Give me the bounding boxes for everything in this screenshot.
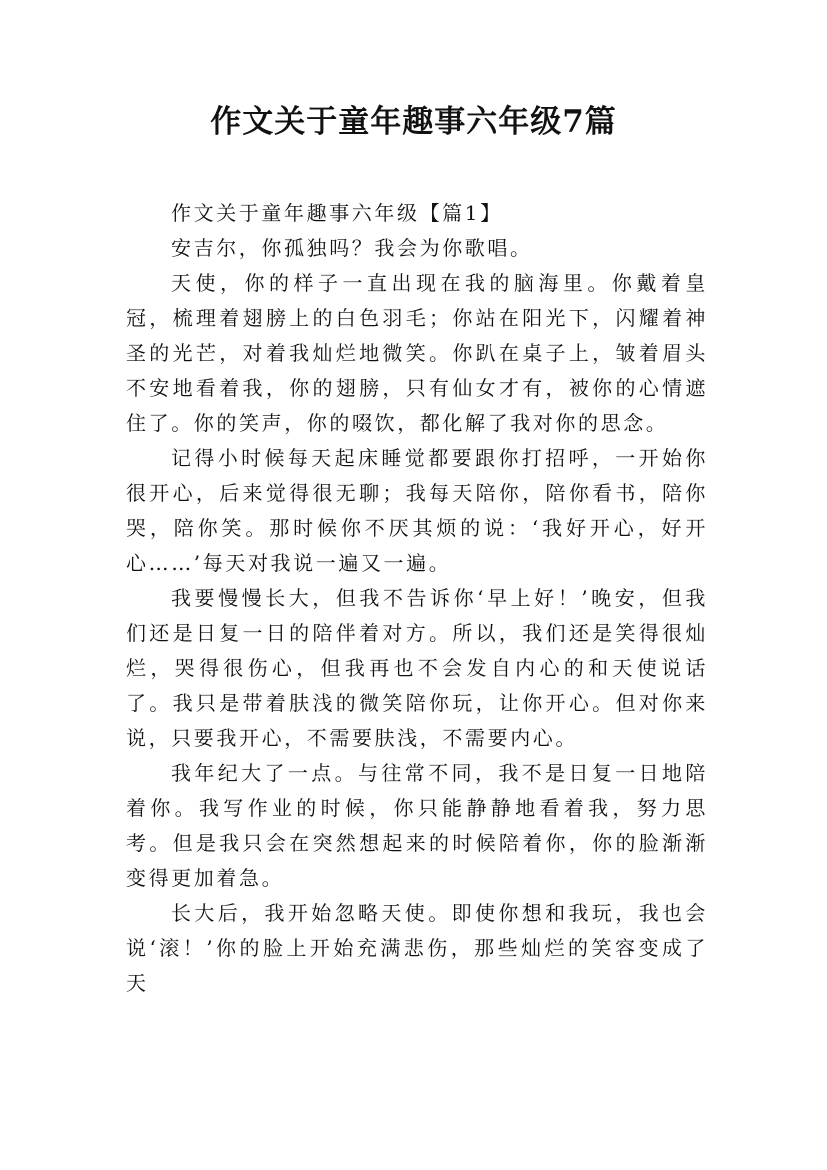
paragraph: 长大后，我开始忽略天使。即使你想和我玩，我也会说‘滚！’你的脸上开始充满悲伤，那些灿烂的笑容变成了天	[126, 901, 708, 995]
paragraph: 天使，你的样子一直出现在我的脑海里。你戴着皇冠，梳理着翅膀上的白色羽毛；你站在阳光下，闪耀着神圣的光芒，对着我灿烂地微笑。你趴在桌子上，皱着眉头不安地看着我，你的翅膀，只有仙女才有，被你的心情遮住了。你的笑声，你的啜饮，都化解了我对你的思念。	[126, 271, 708, 435]
document-body	[126, 196, 708, 1001]
paragraph: 我年纪大了一点。与往常不同，我不是日复一日地陪着你。我写作业的时候，你只能静静地看着我，努力思考。但是我只会在突然想起来的时候陪着你，你的脸渐渐变得更加着急。	[126, 761, 708, 890]
section-heading: 作文关于童年趣事六年级【篇1】	[171, 201, 503, 225]
paragraph: 安吉尔，你孤独吗？我会为你歌唱。	[171, 236, 533, 260]
document-title: 作文关于童年趣事六年级7篇	[210, 104, 617, 140]
paragraph: 我要慢慢长大，但我不告诉你‘早上好！’晚安，但我们还是日复一日的陪伴着对方。所以，我们还是笑得很灿烂，哭得很伤心，但我再也不会发自内心的和天使说话了。我只是带着肤浅的微笑陪你玩，让你开心。但对你来说，只要我开心，不需要肤浅，不需要内心。	[126, 586, 708, 750]
paragraph: 记得小时候每天起床睡觉都要跟你打招呼，一开始你很开心，后来觉得很无聊；我每天陪你，陪你看书，陪你哭，陪你笑。那时候你不厌其烦的说：‘我好开心，好开心……’每天对我说一遍又一遍。	[126, 446, 708, 575]
